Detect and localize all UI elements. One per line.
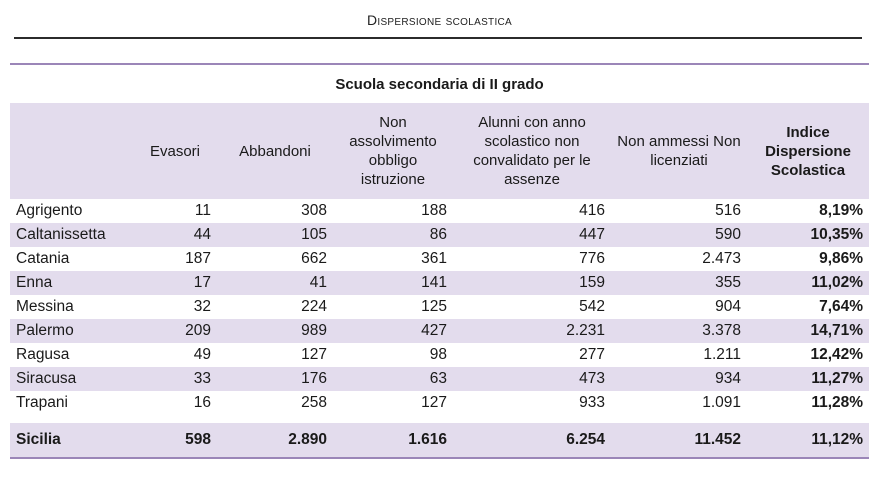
table-row <box>10 343 869 367</box>
cell-indice: 8,19% <box>819 202 864 219</box>
cell-province: Siracusa <box>10 367 133 391</box>
cell-non-convalidato: 277 <box>579 346 605 363</box>
total-non-convalidato: 6.254 <box>453 423 611 458</box>
cell-province: Catania <box>16 250 70 267</box>
cell-abbandoni: 989 <box>217 319 333 343</box>
header-province <box>10 103 133 199</box>
data-body <box>10 199 869 415</box>
header-evasori: Evasori <box>133 103 217 199</box>
cell-abbandoni: 127 <box>301 346 327 363</box>
cell-non-assolvimento: 86 <box>333 223 453 247</box>
cell-abbandoni: 176 <box>217 367 333 391</box>
column-header-row <box>10 103 869 199</box>
header-non-assolvimento: Non assolvimento obbligo istruzione <box>333 103 453 199</box>
section-header-row <box>10 64 869 103</box>
cell-indice: 11,02% <box>747 271 869 295</box>
cell-non-ammessi: 904 <box>715 298 741 315</box>
cell-non-convalidato: 933 <box>579 394 605 411</box>
cell-non-convalidato: 2.231 <box>453 319 611 343</box>
cell-non-ammessi: 590 <box>611 223 747 247</box>
cell-non-convalidato: 776 <box>579 250 605 267</box>
cell-non-convalidato: 447 <box>453 223 611 247</box>
cell-evasori: 11 <box>194 202 211 219</box>
dispersion-table <box>10 63 869 459</box>
cell-abbandoni: 224 <box>301 298 327 315</box>
cell-non-ammessi: 355 <box>611 271 747 295</box>
cell-province: Agrigento <box>16 202 83 219</box>
cell-abbandoni: 41 <box>217 271 333 295</box>
cell-indice: 10,35% <box>747 223 869 247</box>
cell-non-ammessi: 1.211 <box>703 346 741 363</box>
cell-non-assolvimento: 188 <box>421 202 447 219</box>
header-abbandoni: Abbandoni <box>217 103 333 199</box>
cell-non-ammessi: 2.473 <box>702 250 741 267</box>
header-indice: Indice Dispersione Scolastica <box>747 103 869 199</box>
table-row <box>10 367 869 391</box>
header-non-convalidato: Alunni con anno scolastico non convalidato per le assenze <box>453 103 611 199</box>
cell-non-assolvimento: 98 <box>429 346 447 363</box>
table-row <box>10 391 869 415</box>
cell-province: Trapani <box>16 394 68 411</box>
total-abbandoni: 2.890 <box>217 423 333 458</box>
cell-evasori: 44 <box>133 223 217 247</box>
total-non-ammessi: 11.452 <box>611 423 747 458</box>
total-non-assolvimento: 1.616 <box>333 423 453 458</box>
cell-evasori: 32 <box>193 298 211 315</box>
cell-indice: 7,64% <box>819 298 864 315</box>
cell-non-convalidato: 416 <box>579 202 605 219</box>
document-title: Dispersione scolastica <box>366 12 513 28</box>
cell-indice: 11,28% <box>811 394 864 411</box>
title-divider <box>14 37 862 39</box>
cell-non-assolvimento: 361 <box>421 250 447 267</box>
cell-non-assolvimento: 125 <box>421 298 447 315</box>
cell-abbandoni: 105 <box>217 223 333 247</box>
cell-abbandoni: 662 <box>301 250 327 267</box>
cell-non-convalidato: 159 <box>453 271 611 295</box>
total-row <box>10 423 869 458</box>
cell-non-ammessi: 934 <box>611 367 747 391</box>
table-row <box>10 271 869 295</box>
section-title: Scuola secondaria di II grado <box>335 75 544 93</box>
cell-evasori: 209 <box>133 319 217 343</box>
cell-non-ammessi: 3.378 <box>611 319 747 343</box>
cell-province: Palermo <box>10 319 133 343</box>
cell-evasori: 16 <box>193 394 211 411</box>
cell-non-assolvimento: 127 <box>421 394 447 411</box>
cell-province: Caltanissetta <box>10 223 133 247</box>
cell-non-assolvimento: 427 <box>333 319 453 343</box>
cell-non-convalidato: 473 <box>453 367 611 391</box>
header-non-ammessi: Non ammessi Non licenziati <box>611 103 747 199</box>
cell-non-assolvimento: 141 <box>333 271 453 295</box>
table-row <box>10 247 869 271</box>
cell-non-assolvimento: 63 <box>333 367 453 391</box>
cell-indice: 9,86% <box>819 250 864 267</box>
table-row <box>10 319 869 343</box>
cell-abbandoni: 258 <box>301 394 327 411</box>
total-province: Sicilia <box>10 423 133 458</box>
cell-evasori: 187 <box>185 250 211 267</box>
total-evasori: 598 <box>133 423 217 458</box>
cell-non-ammessi: 1.091 <box>702 394 741 411</box>
cell-indice: 11,27% <box>747 367 869 391</box>
cell-evasori: 49 <box>193 346 211 363</box>
cell-indice: 14,71% <box>747 319 869 343</box>
cell-evasori: 17 <box>133 271 217 295</box>
cell-abbandoni: 308 <box>301 202 327 219</box>
table-row <box>10 223 869 247</box>
cell-evasori: 33 <box>133 367 217 391</box>
total-indice: 11,12% <box>747 423 869 458</box>
table-row <box>10 199 869 223</box>
cell-indice: 12,42% <box>810 346 864 363</box>
cell-non-ammessi: 516 <box>715 202 741 219</box>
cell-province: Enna <box>10 271 133 295</box>
cell-province: Ragusa <box>16 346 70 363</box>
dispersion-table-container <box>10 63 869 459</box>
cell-non-convalidato: 542 <box>579 298 605 315</box>
table-row <box>10 295 869 319</box>
spacer-row <box>10 415 869 423</box>
cell-province: Messina <box>16 298 74 315</box>
